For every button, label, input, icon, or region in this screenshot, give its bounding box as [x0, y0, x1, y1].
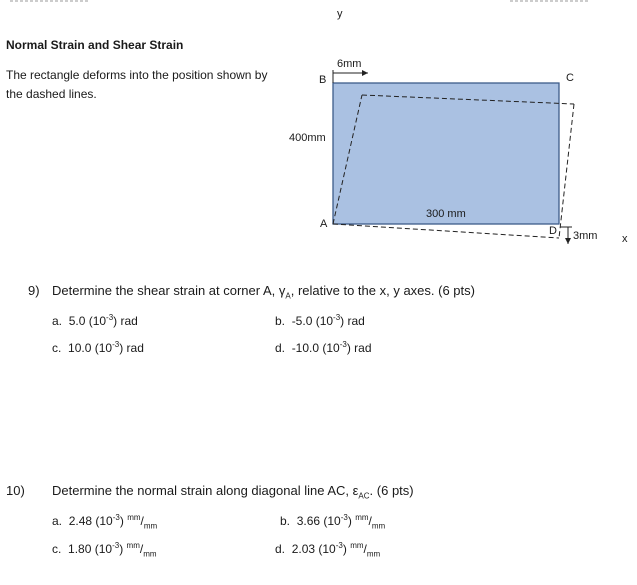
q10-number: 10): [6, 483, 25, 498]
q9-option-d[interactable]: d. -10.0 $(10^{-3})$ rad: [275, 340, 372, 355]
intro-text: The rectangle deforms into the position shown by the dashed lines.: [6, 68, 268, 101]
corner-c-label: C: [566, 72, 574, 84]
corner-d-label: D: [549, 225, 557, 237]
deformation-figure: [0, 0, 637, 260]
deformed-bottom-edge: [333, 224, 559, 238]
deformed-right-edge: [559, 104, 574, 238]
q9-number: 9): [28, 283, 40, 298]
top-shift-label: 6mm: [337, 58, 362, 70]
q10-option-b[interactable]: b. 3.66 $(10^{-3})$ $^{mm}/_{mm}$: [280, 513, 386, 531]
q10-prompt: Determine the normal strain along diagonal line AC, $\varepsilon_{AC}$. (6 pts): [52, 483, 414, 501]
y-axis-label: y: [337, 8, 343, 20]
width-dimension-label: 300 mm: [426, 208, 466, 220]
x-axis-label: x: [622, 233, 628, 245]
section-heading: Normal Strain and Shear Strain: [6, 38, 184, 52]
q9-option-b[interactable]: b. -5.0 $(10^{-3})$ rad: [275, 313, 365, 328]
undeformed-rectangle: [333, 83, 559, 224]
corner-b-label: B: [319, 74, 327, 86]
q9-option-c[interactable]: c. 10.0 $(10^{-3})$ rad: [52, 340, 144, 355]
q9-option-a[interactable]: a. 5.0 $(10^{-3})$ rad: [52, 313, 138, 328]
q9-prompt: Determine the shear strain at corner A, $\gamma_A$, relative to the x, y axes. (6 pts): [52, 283, 475, 301]
q10-option-c[interactable]: c. 1.80 $(10^{-3})$ $^{mm}/_{mm}$: [52, 541, 157, 559]
height-dimension-label: 400mm: [289, 132, 326, 144]
q10-option-d[interactable]: d. 2.03 $(10^{-3})$ $^{mm}/_{mm}$: [275, 541, 381, 559]
bottom-shift-label: 3mm: [573, 230, 598, 242]
q10-option-a[interactable]: a. 2.48 $(10^{-3})$ $^{mm}/_{mm}$: [52, 513, 158, 531]
corner-a-label: A: [320, 218, 328, 230]
